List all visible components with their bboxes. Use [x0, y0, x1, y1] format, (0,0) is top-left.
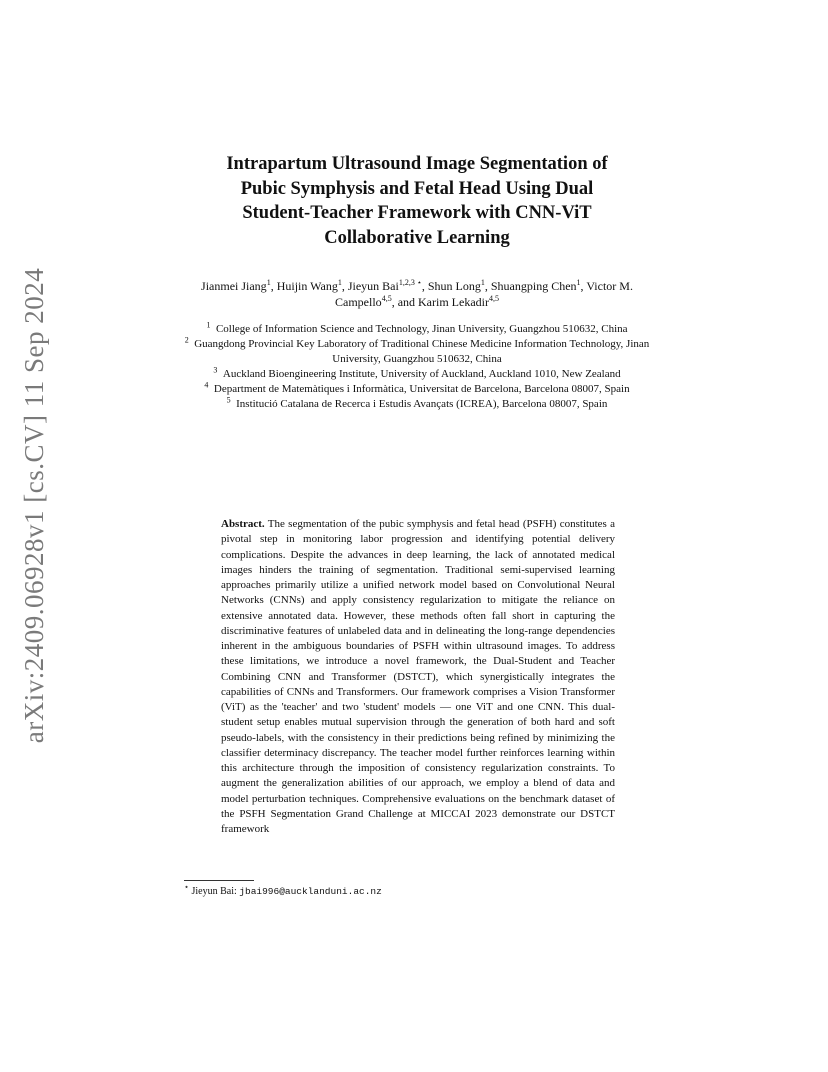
title-line: Student-Teacher Framework with CNN-ViT — [242, 203, 592, 223]
affiliation — [184, 367, 650, 382]
affiliation-text: College of Information Science and Technology, Jinan University, Guangzhou 510632, China — [215, 323, 628, 335]
paper-title — [180, 152, 654, 250]
title-line: Intrapartum Ultrasound Image Segmentation of — [226, 154, 608, 174]
affiliation — [184, 382, 650, 397]
abstract-text: The segmentation of the pubic symphysis and fetal head (PSFH) constitutes a pivotal step in monitoring labor progression and identifying potential delivery complications. Despite the advances in deep learning, the lack of annotated medical images hinders the training of segmentation. Traditional semi-supervised learning approaches primarily utilize a unified network model based on Convolutional Neural Networks (CNNs) and apply consistency regularization to mitigate the reliance on extensive annotated data. However, these methods often fall short in capturing the discriminative features of unlabeled data and in delineating the long-range dependencies inherent in the ambiguous boundaries of PSFH within ultrasound images. To address these limitations, we introduce a novel framework, the Dual-Student and Teacher Combining CNN and Transformer (DSTCT), which synergistically integrates the capabilities of CNNs and Transformers. Our framework comprises a Vision Transformer (ViT) as the 'teacher' and two 'student' models — one ViT and one CNN. This dual-student setup enables mutual supervision through the generation of both hard and soft pseudo-labels, with the consistency in their predictions being refined by minimizing the classifier determinacy discrepancy. The teacher model further reinforces learning within this architecture through the imposition of consistency regularization constraints. To augment the generalization abilities of our approach, we employ a blend of data and model perturbation techniques. Comprehensive evaluations on the benchmark dataset of the PSFH Segmentation Grand Challenge at MICCAI 2023 demonstrate our DSTCT framework — [221, 518, 615, 835]
author-separator: , — [580, 279, 587, 293]
author-separator: , — [341, 279, 348, 293]
affiliation-number: 3 — [213, 365, 218, 375]
affiliation-number: 2 — [184, 335, 189, 345]
author-name: Jianmei Jiang — [201, 279, 267, 293]
author-affiliation-mark: 1,2,3 ⋆ — [398, 278, 422, 287]
author-separator: , — [421, 279, 428, 293]
author-separator: , and — [391, 294, 419, 309]
affiliation-number: 1 — [206, 320, 211, 330]
affiliation-number: 5 — [226, 395, 231, 405]
author-affiliation-mark: 1 — [480, 278, 485, 287]
footnote-label: Jieyun Bai: — [191, 886, 237, 897]
abstract — [221, 517, 615, 837]
author-affiliation-mark: 4,5 — [488, 293, 499, 303]
affiliation-text: Institució Catalana de Recerca i Estudis Avançats (ICREA), Barcelona 08007, Spain — [236, 398, 608, 410]
affiliation — [184, 337, 650, 367]
author-separator: , — [484, 279, 491, 293]
author-affiliation-mark: 4,5 — [381, 293, 392, 303]
footnote — [184, 882, 382, 898]
author-affiliation-mark: 1 — [337, 278, 342, 287]
author-affiliation-mark: 1 — [576, 278, 581, 287]
arxiv-identifier: arXiv:2409.06928v1 [cs.CV] 11 Sep 2024 — [19, 267, 50, 743]
author-name: Victor M. Campello — [335, 279, 633, 309]
footnote-rule — [184, 880, 254, 881]
author-name: Huijin Wang — [276, 279, 338, 293]
affiliation-list — [184, 322, 650, 412]
affiliation-number: 4 — [204, 380, 209, 390]
footnote-mark: ⋆ — [184, 882, 190, 892]
author-name: Shun Long — [427, 279, 481, 293]
affiliation — [184, 397, 650, 412]
affiliation-text: Department de Matemàtiques i Informàtica, Universitat de Barcelona, Barcelona 08007, Spain — [213, 383, 630, 395]
author-name: Karim Lekadir — [418, 294, 489, 309]
author-list — [190, 279, 644, 310]
corresponding-email[interactable]: jbai996@aucklanduni.ac.nz — [239, 886, 382, 897]
abstract-label: Abstract. — [221, 518, 265, 530]
author-separator: , — [270, 279, 277, 293]
arxiv-sidebar — [10, 267, 60, 743]
title-line: Pubic Symphysis and Fetal Head Using Dual — [240, 178, 594, 199]
author-name: Jieyun Bai — [347, 279, 399, 293]
author-name: Shuangping Chen — [490, 279, 577, 293]
title-line: Collaborative Learning — [324, 227, 510, 248]
author-affiliation-mark: 1 — [266, 278, 271, 287]
affiliation — [184, 322, 650, 337]
affiliation-text: Auckland Bioengineering Institute, University of Auckland, Auckland 1010, New Zealand — [222, 368, 621, 380]
affiliation-text: Guangdong Provincial Key Laboratory of Traditional Chinese Medicine Information Technology, Jinan University, Guangzhou 510632, China — [194, 338, 650, 365]
